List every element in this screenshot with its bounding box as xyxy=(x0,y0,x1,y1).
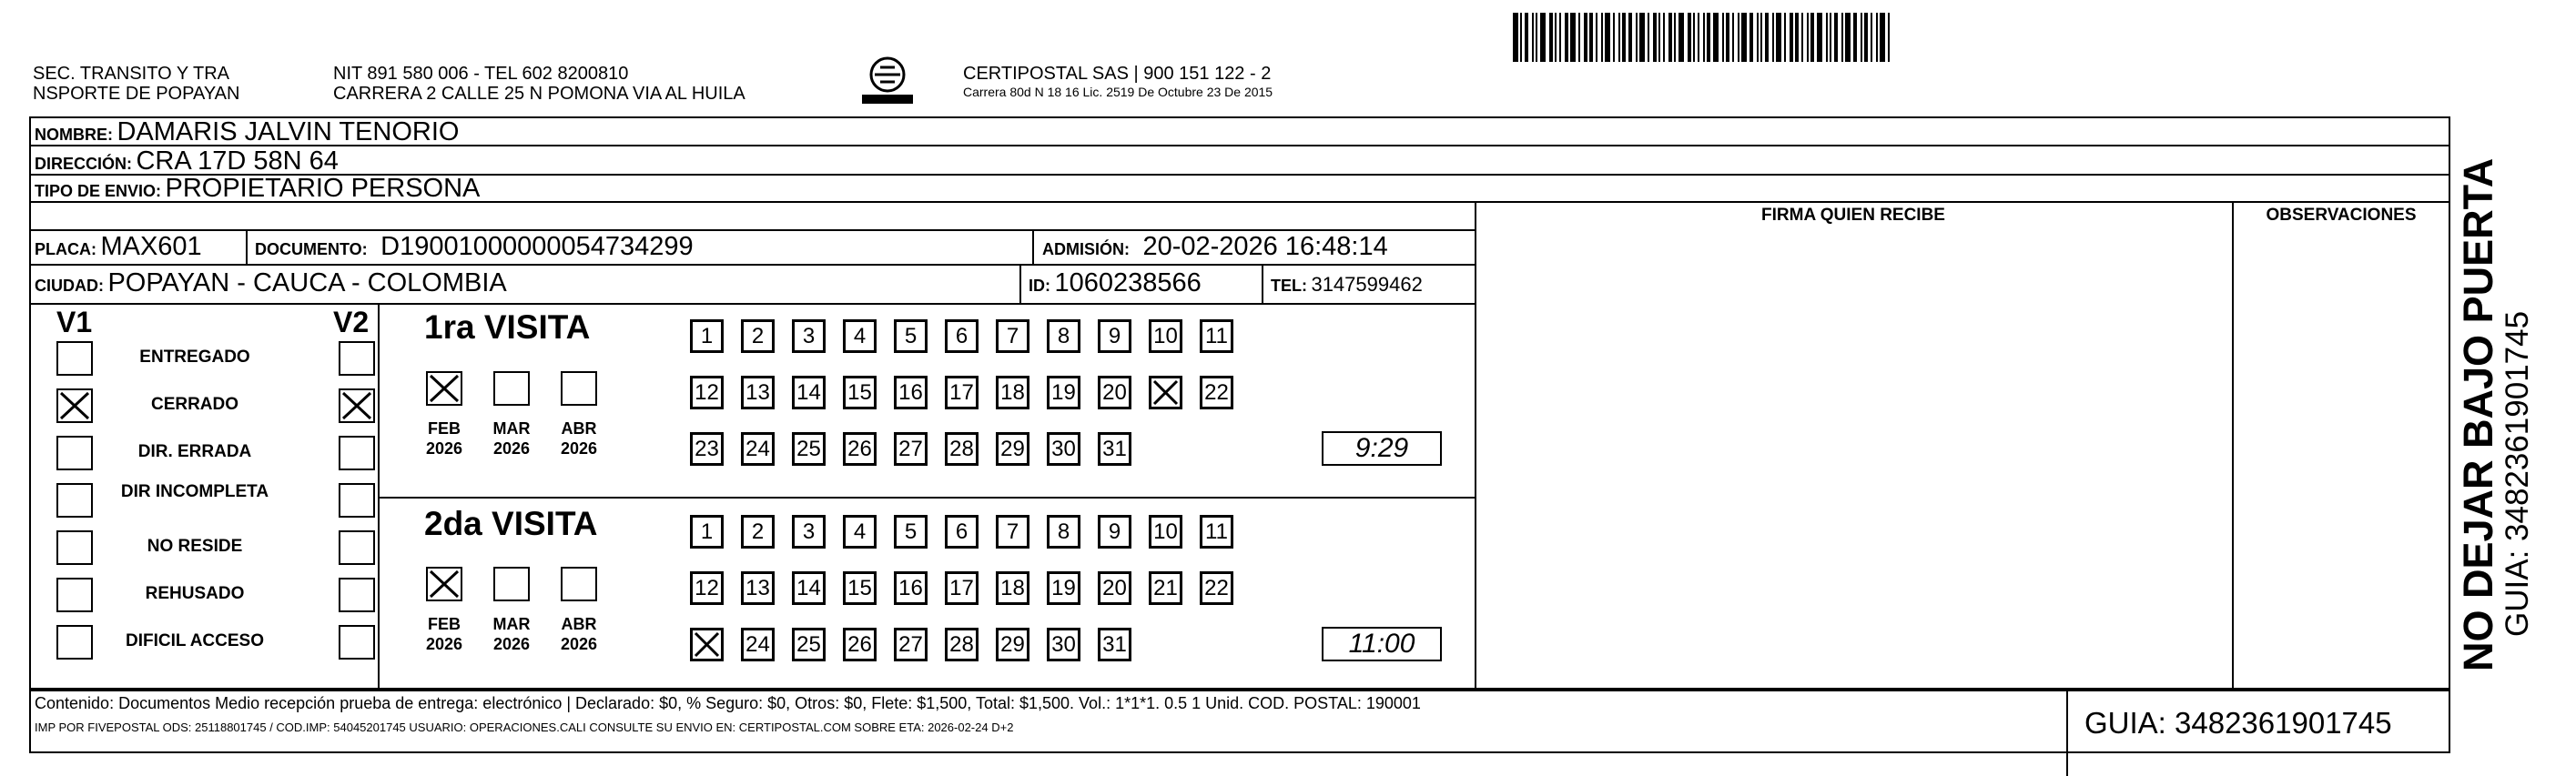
barcode-bar xyxy=(1845,13,1851,62)
barcode-bar xyxy=(1549,13,1553,62)
barcode-bar xyxy=(1570,13,1576,62)
barcode-bar xyxy=(1713,13,1719,62)
day-box[interactable] xyxy=(894,628,928,661)
barcode-bar xyxy=(1864,13,1868,62)
documento-value: D19001000000054734299 xyxy=(380,232,694,261)
nit-line: NIT 891 580 006 - TEL 602 8200810 xyxy=(333,64,629,84)
placa-value: MAX601 xyxy=(100,232,202,261)
day-number: 17 xyxy=(949,379,974,405)
barcode-bar xyxy=(1876,13,1878,62)
day-number: 8 xyxy=(1057,519,1070,544)
day-box[interactable] xyxy=(894,376,928,409)
status-label: DIR INCOMPLETA xyxy=(120,482,269,501)
barcode-bar xyxy=(1830,13,1831,62)
barcode-bar xyxy=(1707,13,1710,62)
barcode-bar xyxy=(1540,13,1546,62)
visit-time-box[interactable] xyxy=(1322,431,1442,466)
day-box[interactable] xyxy=(1098,432,1131,466)
visit-time: 9:29 xyxy=(1354,433,1409,463)
barcode-bar xyxy=(1565,13,1568,62)
barcode-bar xyxy=(1726,13,1729,62)
month-checkbox[interactable] xyxy=(426,567,462,601)
year-label: 2026 xyxy=(560,439,598,458)
day-number: 29 xyxy=(1000,436,1025,461)
day-box[interactable] xyxy=(792,319,826,353)
day-number: 21 xyxy=(1153,575,1178,600)
day-box[interactable] xyxy=(1200,319,1233,353)
barcode-bar xyxy=(1801,13,1803,62)
month-label: ABR xyxy=(561,615,597,633)
firma-header: FIRMA QUIEN RECIBE xyxy=(1761,206,1945,225)
agency-name xyxy=(33,64,239,104)
day-box[interactable] xyxy=(894,319,928,353)
day-box[interactable] xyxy=(1149,515,1182,549)
observaciones-area[interactable] xyxy=(2234,230,2449,690)
certipostal-logo xyxy=(860,55,915,107)
barcode-bar xyxy=(1861,13,1862,62)
day-box[interactable] xyxy=(741,376,775,409)
barcode-bar xyxy=(1658,13,1660,62)
admision-field xyxy=(1042,234,1388,264)
courier-license: Carrera 80d N 18 16 Lic. 2519 De Octubre 23 De 2015 xyxy=(963,85,1273,99)
day-box[interactable] xyxy=(1047,376,1080,409)
day-box[interactable] xyxy=(741,432,775,466)
divider xyxy=(29,690,31,753)
day-box[interactable] xyxy=(996,515,1029,549)
day-box[interactable] xyxy=(1098,376,1131,409)
side-guia: GUIA: 3482361901745 xyxy=(2500,310,2535,637)
day-number: 8 xyxy=(1057,323,1070,348)
day-number: 19 xyxy=(1051,575,1076,600)
day-number: 25 xyxy=(796,436,821,461)
day-number: 11 xyxy=(1205,323,1228,348)
tel-value: 3147599462 xyxy=(1311,273,1423,296)
day-number: 31 xyxy=(1102,631,1127,657)
day-number: 13 xyxy=(745,575,770,600)
day-box[interactable] xyxy=(945,628,979,661)
v1-checkbox[interactable] xyxy=(56,483,93,518)
divider xyxy=(246,229,248,264)
day-box[interactable] xyxy=(741,515,775,549)
v2-checkbox[interactable] xyxy=(339,530,375,565)
month-checkbox[interactable] xyxy=(561,371,597,406)
id-label: ID: xyxy=(1029,277,1050,295)
status-label: CERRADO xyxy=(150,395,239,414)
day-box[interactable] xyxy=(996,571,1029,605)
day-number: 9 xyxy=(1108,519,1121,544)
divider xyxy=(29,264,1476,266)
status-label: DIR. ERRADA xyxy=(137,442,252,461)
barcode-bar xyxy=(1639,13,1645,62)
barcode-bar xyxy=(1807,13,1809,62)
day-box[interactable] xyxy=(1200,376,1233,409)
barcode-bar xyxy=(1790,13,1793,62)
barcode-bar xyxy=(1738,13,1739,62)
day-number: 23 xyxy=(695,436,719,461)
v1-checkbox[interactable] xyxy=(56,436,93,470)
day-number: 20 xyxy=(1102,575,1127,600)
day-box[interactable] xyxy=(1047,571,1080,605)
barcode-bar xyxy=(1584,13,1587,62)
day-number: 17 xyxy=(949,575,974,600)
courier-name: CERTIPOSTAL SAS | 900 151 122 - 2 xyxy=(963,64,1272,84)
v1-checkbox[interactable] xyxy=(56,388,93,423)
day-box[interactable] xyxy=(996,376,1029,409)
day-box[interactable] xyxy=(996,432,1029,466)
day-box[interactable] xyxy=(1200,515,1233,549)
divider xyxy=(2449,690,2450,753)
year-label: 2026 xyxy=(425,635,463,653)
v1-checkbox[interactable] xyxy=(56,625,93,660)
v2-checkbox[interactable] xyxy=(339,341,375,376)
day-box[interactable] xyxy=(792,628,826,661)
day-number: 3 xyxy=(802,323,816,348)
barcode-bar xyxy=(1525,13,1528,62)
address-line: CARRERA 2 CALLE 25 N POMONA VIA AL HUILA xyxy=(333,84,745,104)
visit-time-box[interactable] xyxy=(1322,627,1442,661)
barcode-bar xyxy=(1605,13,1610,62)
day-box[interactable] xyxy=(690,319,724,353)
day-number: 30 xyxy=(1051,631,1076,657)
v2-header: V2 xyxy=(333,306,370,338)
barcode-bar xyxy=(1703,13,1705,62)
day-number: 9 xyxy=(1108,323,1121,348)
status-label: ENTREGADO xyxy=(139,348,250,367)
day-box[interactable] xyxy=(945,571,979,605)
agency-line-1: SEC. TRANSITO Y TRA xyxy=(33,64,229,84)
barcode-bar xyxy=(1596,13,1597,62)
footer-print-line: IMP POR FIVEPOSTAL ODS: 25118801745 / COD.IMP: 54045201745 USUARIO: OPERACIONES.CALI CONSULTE SU ENVIO EN: CERTIPOSTAL.COM SOBRE ETA: 2026-02-24 D+2 xyxy=(35,721,1014,734)
day-box[interactable] xyxy=(843,319,877,353)
courier-info xyxy=(963,64,1273,100)
barcode-bar xyxy=(1760,13,1762,62)
status-label: NO RESIDE xyxy=(147,537,243,556)
day-box[interactable] xyxy=(690,376,724,409)
no-dejar-bajo-puerta: NO DEJAR BAJO PUERTA xyxy=(2455,157,2501,671)
day-number: 6 xyxy=(955,323,969,348)
month-checkbox[interactable] xyxy=(561,567,597,601)
barcode-bar xyxy=(1826,13,1828,62)
barcode-bar xyxy=(1674,13,1676,62)
day-number: 26 xyxy=(847,631,872,657)
day-box[interactable] xyxy=(1047,432,1080,466)
v2-checkbox[interactable] xyxy=(339,483,375,518)
divider xyxy=(1032,229,1034,264)
id-value: 1060238566 xyxy=(1054,268,1202,297)
day-number: 2 xyxy=(751,519,765,544)
barcode-bar xyxy=(1880,13,1885,62)
barcode-bar xyxy=(1532,13,1534,62)
v1-header: V1 xyxy=(56,306,93,338)
day-number: 24 xyxy=(745,436,770,461)
barcode-bar xyxy=(1648,13,1649,62)
day-box[interactable] xyxy=(1149,571,1182,605)
day-box[interactable] xyxy=(1098,628,1131,661)
year-label: 2026 xyxy=(560,635,598,653)
tel-label: TEL: xyxy=(1271,277,1307,295)
divider xyxy=(1019,264,1021,303)
day-box[interactable] xyxy=(1098,515,1131,549)
nombre-row xyxy=(35,119,459,149)
barcode-bar xyxy=(1810,13,1814,62)
barcode-bar xyxy=(1776,13,1781,62)
day-number: 20 xyxy=(1102,379,1127,405)
barcode-bar xyxy=(1578,13,1580,62)
barcode-bar xyxy=(1853,13,1857,62)
month-label: MAR xyxy=(492,615,531,633)
divider xyxy=(29,751,2450,753)
placa-field xyxy=(35,234,202,264)
day-number: 12 xyxy=(695,575,719,600)
agency-contact xyxy=(333,64,745,104)
tel-field xyxy=(1271,272,1423,300)
v1-checkbox[interactable] xyxy=(56,341,93,376)
barcode-bar xyxy=(1841,13,1843,62)
v2-checkbox[interactable] xyxy=(339,578,375,612)
agency-line-2: NSPORTE DE POPAYAN xyxy=(33,84,240,104)
day-number: 28 xyxy=(949,436,974,461)
v1-checkbox[interactable] xyxy=(56,578,93,612)
day-box[interactable] xyxy=(843,571,877,605)
day-box[interactable] xyxy=(894,515,928,549)
day-number: 28 xyxy=(949,631,974,657)
day-box[interactable] xyxy=(741,628,775,661)
day-box[interactable] xyxy=(792,432,826,466)
visit1-title: 1ra VISITA xyxy=(424,308,591,346)
barcode-bar xyxy=(1559,13,1561,62)
day-box[interactable] xyxy=(792,571,826,605)
barcode-bar xyxy=(1888,13,1890,62)
day-box[interactable] xyxy=(690,628,724,661)
divider xyxy=(378,303,380,690)
day-box[interactable] xyxy=(894,432,928,466)
month-checkbox[interactable] xyxy=(493,371,530,406)
divider xyxy=(29,690,2450,691)
barcode-bar xyxy=(1520,13,1522,62)
barcode-bar xyxy=(1636,13,1638,62)
status-label: REHUSADO xyxy=(145,584,245,603)
tracking-barcode xyxy=(1513,13,2041,62)
barcode-bar xyxy=(1628,13,1632,62)
documento-field xyxy=(255,234,694,264)
barcode-bar xyxy=(1698,13,1699,62)
ciudad-field xyxy=(35,270,507,300)
day-number: 7 xyxy=(1006,323,1019,348)
day-box[interactable] xyxy=(894,571,928,605)
barcode-bar xyxy=(1513,13,1518,62)
barcode-bar xyxy=(1589,13,1593,62)
day-box[interactable] xyxy=(1098,571,1131,605)
admision-value: 20-02-2026 16:48:14 xyxy=(1142,232,1388,261)
day-number: 19 xyxy=(1051,379,1076,405)
day-number: 18 xyxy=(1000,379,1025,405)
day-number: 26 xyxy=(847,436,872,461)
day-number: 7 xyxy=(1006,519,1019,544)
day-box[interactable] xyxy=(945,432,979,466)
observaciones-header: OBSERVACIONES xyxy=(2266,206,2417,225)
day-number: 1 xyxy=(700,519,714,544)
barcode-bar xyxy=(1613,13,1615,62)
barcode-bar xyxy=(1601,13,1603,62)
day-number: 15 xyxy=(847,575,872,600)
day-box[interactable] xyxy=(741,571,775,605)
day-box[interactable] xyxy=(1149,319,1182,353)
day-number: 2 xyxy=(751,323,765,348)
footer-content-line: Contenido: Documentos Medio recepción prueba de entrega: electrónico | Declarado: $0, % Seguro: $0, Otros: $0, Flete: $1,500, Total: $1,500. Vol.: 1*1*1. 0.5 1 Unid. COD. POSTAL: 190001 xyxy=(35,694,1421,712)
barcode-bar xyxy=(1622,13,1626,62)
year-label: 2026 xyxy=(425,439,463,458)
barcode-bar xyxy=(1871,13,1872,62)
day-number: 24 xyxy=(745,631,770,657)
day-box[interactable] xyxy=(996,319,1029,353)
direccion-value: CRA 17D 58N 64 xyxy=(136,146,339,176)
tipo-value: PROPIETARIO PERSONA xyxy=(165,174,481,203)
day-number: 5 xyxy=(904,519,918,544)
barcode-bar xyxy=(1555,13,1557,62)
v2-checkbox[interactable] xyxy=(339,625,375,660)
barcode-bar xyxy=(1732,13,1734,62)
divider xyxy=(2066,690,2068,776)
day-box[interactable] xyxy=(792,376,826,409)
divider xyxy=(29,303,1476,305)
direccion-label: DIRECCIÓN: xyxy=(35,155,132,173)
day-number: 14 xyxy=(796,379,821,405)
barcode-bar xyxy=(1757,13,1759,62)
tipo-row xyxy=(35,176,480,206)
visit-time: 11:00 xyxy=(1348,629,1415,659)
month-checkbox[interactable] xyxy=(493,567,530,601)
day-box[interactable] xyxy=(1047,515,1080,549)
visit2-title: 2da VISITA xyxy=(424,505,598,542)
v2-checkbox[interactable] xyxy=(339,436,375,470)
day-number: 29 xyxy=(1000,631,1025,657)
id-field xyxy=(1029,270,1202,300)
day-box[interactable] xyxy=(1047,319,1080,353)
day-number: 31 xyxy=(1102,436,1127,461)
signature-area[interactable] xyxy=(1476,230,2232,690)
barcode-bar xyxy=(1663,13,1665,62)
day-number: 18 xyxy=(1000,575,1025,600)
day-number: 10 xyxy=(1153,519,1178,544)
nombre-label: NOMBRE: xyxy=(35,126,113,144)
barcode-bar xyxy=(1749,13,1753,62)
day-number: 30 xyxy=(1051,436,1076,461)
placa-label: PLACA: xyxy=(35,240,96,258)
day-number: 4 xyxy=(853,519,867,544)
day-number: 11 xyxy=(1205,519,1228,544)
barcode-bar xyxy=(1653,13,1657,62)
day-box[interactable] xyxy=(843,515,877,549)
divider xyxy=(378,497,1476,499)
v1-checkbox[interactable] xyxy=(56,530,93,565)
day-box[interactable] xyxy=(1149,376,1182,409)
day-number: 4 xyxy=(853,323,867,348)
barcode-bar xyxy=(1765,13,1769,62)
month-checkbox[interactable] xyxy=(426,371,462,406)
month-label: ABR xyxy=(561,419,597,438)
barcode-bar xyxy=(1668,13,1672,62)
barcode-bar xyxy=(1741,13,1747,62)
day-box[interactable] xyxy=(945,319,979,353)
barcode-bar xyxy=(1693,13,1695,62)
month-label: FEB xyxy=(428,615,461,633)
barcode-bar xyxy=(1536,13,1537,62)
day-number: 22 xyxy=(1204,575,1229,600)
day-number: 16 xyxy=(898,379,923,405)
day-number: 12 xyxy=(695,379,719,405)
barcode-bar xyxy=(1678,13,1684,62)
day-number: 16 xyxy=(898,575,923,600)
barcode-bar xyxy=(1722,13,1724,62)
day-box[interactable] xyxy=(945,515,979,549)
day-box[interactable] xyxy=(792,515,826,549)
barcode-bar xyxy=(1772,13,1774,62)
day-number: 27 xyxy=(898,436,923,461)
day-number: 22 xyxy=(1204,379,1229,405)
day-box[interactable] xyxy=(996,628,1029,661)
day-number: 14 xyxy=(796,575,821,600)
barcode-bar xyxy=(1834,13,1838,62)
day-box[interactable] xyxy=(1098,319,1131,353)
day-number: 10 xyxy=(1153,323,1178,348)
day-number: 13 xyxy=(745,379,770,405)
month-label: MAR xyxy=(492,419,531,438)
day-box[interactable] xyxy=(843,432,877,466)
day-number: 25 xyxy=(796,631,821,657)
barcode-bar xyxy=(1795,13,1799,62)
footer-guia: GUIA: 3482361901745 xyxy=(2084,706,2392,740)
day-number: 15 xyxy=(847,379,872,405)
day-number: 3 xyxy=(802,519,816,544)
year-label: 2026 xyxy=(492,439,531,458)
day-number: 27 xyxy=(898,631,923,657)
day-box[interactable] xyxy=(1047,628,1080,661)
day-box[interactable] xyxy=(741,319,775,353)
day-box[interactable] xyxy=(1200,571,1233,605)
month-label: FEB xyxy=(428,419,461,438)
ciudad-label: CIUDAD: xyxy=(35,277,104,295)
barcode-bar xyxy=(1817,13,1822,62)
status-label: DIFICIL ACCESO xyxy=(125,631,264,650)
day-box[interactable] xyxy=(690,571,724,605)
documento-label: DOCUMENTO: xyxy=(255,240,368,258)
day-number: 5 xyxy=(904,323,918,348)
day-box[interactable] xyxy=(690,432,724,466)
day-number: 6 xyxy=(955,519,969,544)
barcode-bar xyxy=(1784,13,1786,62)
ciudad-value: POPAYAN - CAUCA - COLOMBIA xyxy=(107,268,507,297)
barcode-bar xyxy=(1688,13,1691,62)
v2-checkbox[interactable] xyxy=(339,388,375,423)
day-box[interactable] xyxy=(945,376,979,409)
barcode-bar xyxy=(1618,13,1620,62)
day-box[interactable] xyxy=(843,376,877,409)
day-box[interactable] xyxy=(843,628,877,661)
divider xyxy=(1262,264,1263,303)
day-box[interactable] xyxy=(690,515,724,549)
nombre-value: DAMARIS JALVIN TENORIO xyxy=(117,117,460,146)
tipo-label: TIPO DE ENVIO: xyxy=(35,182,162,200)
day-number: 1 xyxy=(700,323,714,348)
admision-label: ADMISIÓN: xyxy=(1042,240,1130,258)
year-label: 2026 xyxy=(492,635,531,653)
